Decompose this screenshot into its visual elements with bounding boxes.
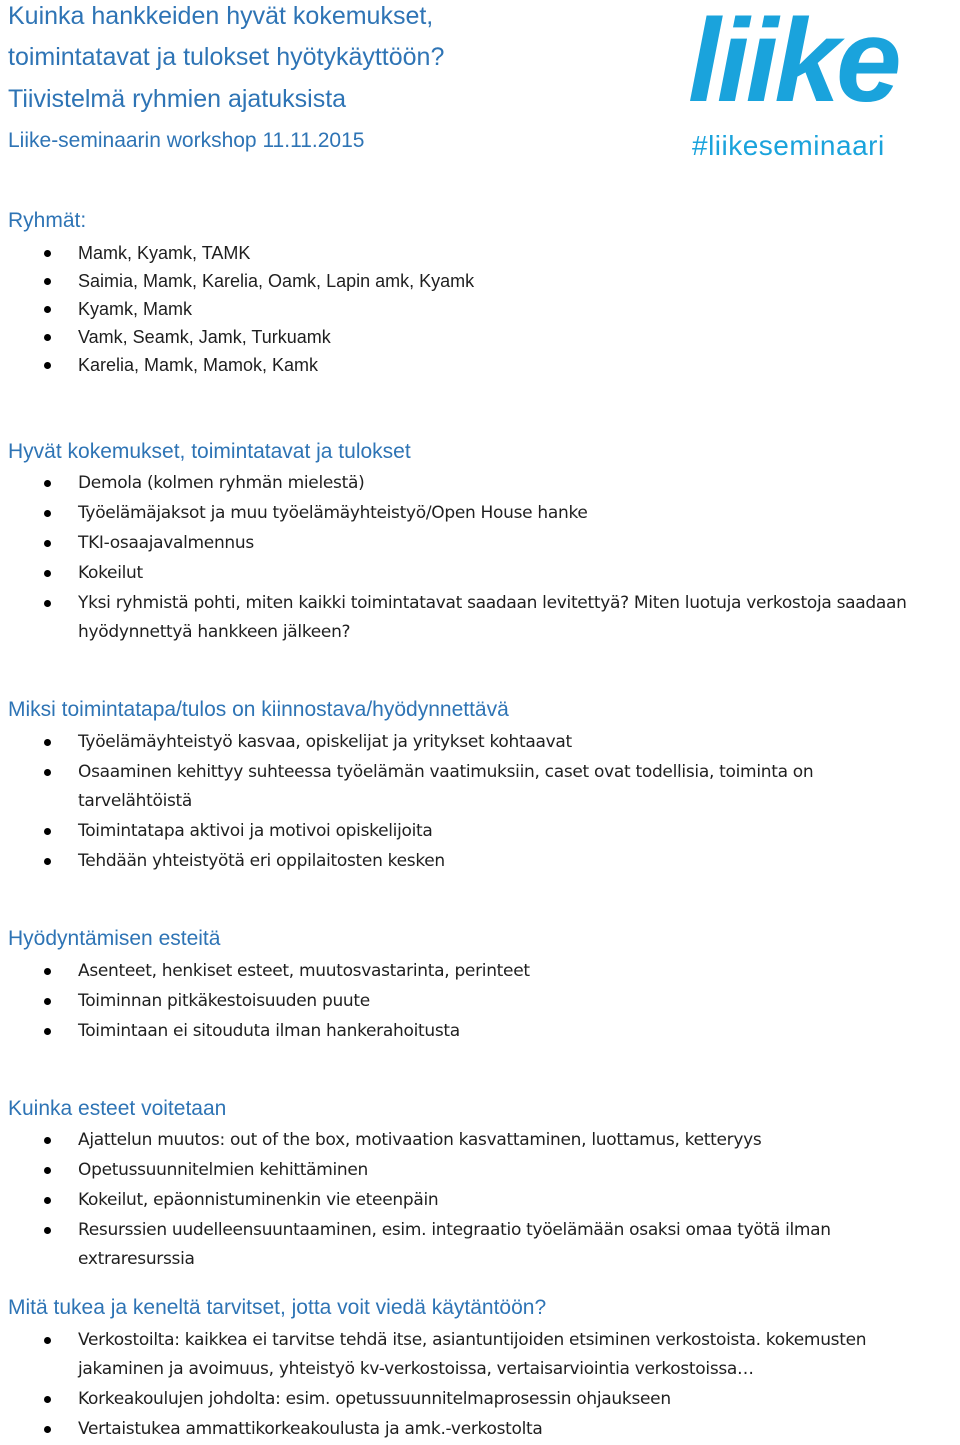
list-item: Työelämäjaksot ja muu työelämäyhteistyö/Open House hanke bbox=[0, 499, 920, 528]
list-item: Osaaminen kehittyy suhteessa työelämän vaatimuksiin, caset ovat todellisia, toiminta on tarvelähtöistä bbox=[0, 758, 920, 816]
section-heading-obstacles: Hyödyntämisen esteitä bbox=[8, 927, 221, 950]
list-item: Toimintatapa aktivoi ja motivoi opiskelijoita bbox=[0, 817, 920, 846]
section-heading-why-interesting: Miksi toimintatapa/tulos on kiinnostava/hyödynnettävä bbox=[8, 698, 509, 721]
list-item: Demola (kolmen ryhmän mielestä) bbox=[0, 469, 920, 498]
groups-list bbox=[0, 239, 920, 379]
list-item: Karelia, Mamk, Mamok, Kamk bbox=[0, 351, 920, 379]
logo-hashtag: #liikeseminaari bbox=[692, 130, 885, 161]
why-interesting-list bbox=[0, 728, 920, 877]
support-list bbox=[0, 1326, 920, 1445]
section-heading-groups: Ryhmät: bbox=[8, 209, 87, 232]
document-title-line-3: Tiivistelmä ryhmien ajatuksista bbox=[8, 85, 347, 113]
logo-wordmark: liike bbox=[688, 0, 898, 127]
list-item: Mamk, Kyamk, TAMK bbox=[0, 239, 920, 267]
list-item: TKI-osaajavalmennus bbox=[0, 529, 920, 558]
list-item: Tehdään yhteistyötä eri oppilaitosten kesken bbox=[0, 847, 920, 876]
document-title-line-2: toimintatavat ja tulokset hyötykäyttöön? bbox=[8, 43, 445, 71]
list-item: Verkostoilta: kaikkea ei tarvitse tehdä itse, asiantuntijoiden etsiminen verkostoista. kokemusten jakaminen ja avoimuus, yhteistyö kv-verkostoissa, vertaisarviointia verkostoissa… bbox=[0, 1326, 920, 1384]
list-item: Toimintaan ei sitouduta ilman hankerahoitusta bbox=[0, 1017, 920, 1046]
obstacles-list bbox=[0, 957, 920, 1047]
liike-logo bbox=[688, 0, 960, 166]
list-item: Kyamk, Mamk bbox=[0, 295, 920, 323]
section-heading-good-practices: Hyvät kokemukset, toimintatavat ja tulokset bbox=[8, 440, 411, 463]
list-item: Asenteet, henkiset esteet, muutosvastarinta, perinteet bbox=[0, 957, 920, 986]
list-item: Työelämäyhteistyö kasvaa, opiskelijat ja yritykset kohtaavat bbox=[0, 728, 920, 757]
section-heading-overcoming: Kuinka esteet voitetaan bbox=[8, 1097, 227, 1120]
list-item: Resurssien uudelleensuuntaaminen, esim. integraatio työelämään osaksi omaa työtä ilman extraresurssia bbox=[0, 1216, 920, 1274]
list-item: Vamk, Seamk, Jamk, Turkuamk bbox=[0, 323, 920, 351]
good-practices-list bbox=[0, 469, 920, 648]
overcoming-list bbox=[0, 1126, 920, 1275]
document-title-line-1: Kuinka hankkeiden hyvät kokemukset, bbox=[8, 2, 434, 30]
list-item: Opetussuunnitelmien kehittäminen bbox=[0, 1156, 920, 1185]
document-subtitle: Liike-seminaarin workshop 11.11.2015 bbox=[8, 129, 365, 152]
list-item: Vertaistukea ammattikorkeakoulusta ja amk.-verkostolta bbox=[0, 1415, 920, 1444]
list-item: Toiminnan pitkäkestoisuuden puute bbox=[0, 987, 920, 1016]
list-item: Korkeakoulujen johdolta: esim. opetussuunnitelmaprosessin ohjaukseen bbox=[0, 1385, 920, 1414]
list-item: Ajattelun muutos: out of the box, motivaation kasvattaminen, luottamus, ketteryys bbox=[0, 1126, 920, 1155]
list-item: Kokeilut, epäonnistuminenkin vie eteenpäin bbox=[0, 1186, 920, 1215]
list-item: Kokeilut bbox=[0, 559, 920, 588]
section-heading-support: Mitä tukea ja keneltä tarvitset, jotta voit viedä käytäntöön? bbox=[8, 1296, 547, 1319]
list-item: Yksi ryhmistä pohti, miten kaikki toimintatavat saadaan levitettyä? Miten luotuja verkostoja saadaan hyödynnettyä hankkeen jälkeen? bbox=[0, 589, 920, 647]
list-item: Saimia, Mamk, Karelia, Oamk, Lapin amk, Kyamk bbox=[0, 267, 920, 295]
